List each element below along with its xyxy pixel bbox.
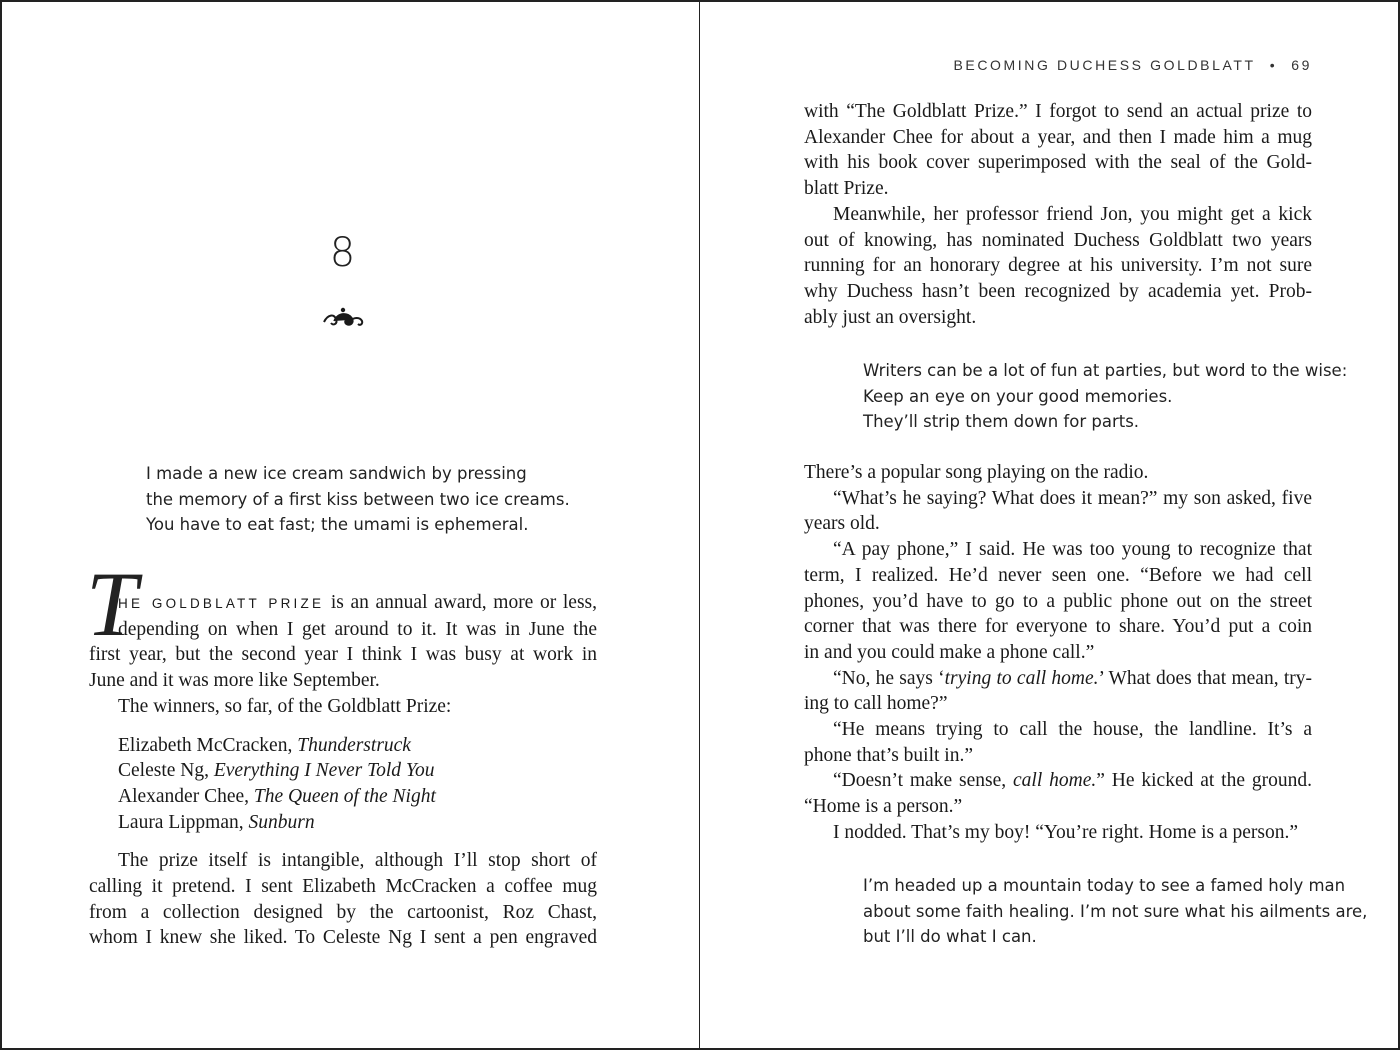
- epigraph-line: but I’ll do what I can.: [863, 927, 1037, 947]
- text-line: phone that’s built in.”: [804, 744, 973, 766]
- text-line: Alexander Chee for about a year, and then I made him a mug: [804, 126, 1312, 148]
- epigraph-line: Keep an eye on your good memories.: [863, 386, 1173, 406]
- epigraph-line: They’ll strip them down for parts.: [863, 412, 1140, 432]
- text-line: I nodded. That’s my boy! “You’re right. Home is a person.”: [833, 821, 1299, 843]
- text-line: “Home is a person.”: [804, 796, 963, 818]
- opening-smallcaps: HE GOLDBLATT PRIZE: [118, 596, 325, 611]
- winner-entry: Elizabeth McCracken, Thunderstruck: [118, 734, 411, 756]
- text-line: The winners, so far, of the Goldblatt Prize:: [118, 695, 452, 717]
- text-line: Meanwhile, her professor friend Jon, you might get a kick: [833, 203, 1312, 225]
- epigraph-line: the memory of a first kiss between two ice creams.: [146, 489, 570, 509]
- text-line: HE GOLDBLATT PRIZE is an annual award, more or less,: [118, 592, 597, 613]
- text-line: “A pay phone,” I said. He was too young to recognize that: [833, 539, 1312, 561]
- winner-entry: Alexander Chee, The Queen of the Night: [118, 785, 436, 807]
- epigraph-line: I made a new ice cream sandwich by pressing: [146, 464, 527, 483]
- epigraph-line: I’m headed up a mountain today to see a famed holy man: [863, 876, 1346, 895]
- text-line: “What’s he saying? What does it mean?” my son asked, five: [833, 487, 1312, 509]
- chapter-epigraph: [146, 461, 570, 538]
- epigraph-line: Writers can be a lot of fun at parties, but word to the wise:: [863, 361, 1348, 380]
- text-line: ing to call home?”: [804, 693, 948, 715]
- text-line: ably just an oversight.: [804, 306, 977, 328]
- text-line: “He means trying to call the house, the landline. It’s a: [833, 719, 1312, 741]
- text-line: in and you could make a phone call.”: [804, 641, 1095, 663]
- text-line: There’s a popular song playing on the radio.: [804, 462, 1149, 483]
- body-text-right-dialogue: [804, 460, 1312, 846]
- text-line: with his book cover superimposed with the seal of the Gold-: [804, 152, 1312, 174]
- text-line: first year, but the second year I think I was busy at work in: [89, 644, 597, 666]
- body-text-right-top: [804, 99, 1312, 330]
- text-line: “No, he says ‘trying to call home.’ What does that mean, try-: [833, 667, 1313, 689]
- text-line: corner that was there for everyone to share. You’d put a coin: [804, 616, 1312, 638]
- running-head-title: BECOMING DUCHESS GOLDBLATT: [953, 57, 1256, 73]
- text-line: depending on when I get around to it. It was in June the: [118, 618, 597, 640]
- text-line: The prize itself is intangible, although I’ll stop short of: [118, 850, 597, 872]
- text-line: calling it pretend. I sent Elizabeth McCracken a coffee mug: [89, 876, 597, 898]
- tweet-epigraph: [863, 873, 1367, 950]
- running-head: [953, 57, 1312, 73]
- body-text-left: [89, 590, 597, 951]
- text-line: from a collection designed by the cartoonist, Roz Chast,: [89, 901, 597, 923]
- text-line: blatt Prize.: [804, 178, 889, 200]
- text-line: why Duchess hasn’t been recognized by academia yet. Prob-: [804, 280, 1312, 302]
- text-line: years old.: [804, 513, 880, 535]
- page-number: 69: [1291, 57, 1312, 73]
- text-line: term, I realized. He’d never seen one. “Before we had cell: [804, 564, 1312, 586]
- winner-entry: Celeste Ng, Everything I Never Told You: [118, 760, 435, 782]
- text-line: “Doesn’t make sense, call home.” He kicked at the ground.: [833, 770, 1312, 792]
- fleuron-ornament-icon: [320, 302, 366, 332]
- winner-entry: Laura Lippman, Sunburn: [118, 811, 315, 833]
- text-line: with “The Goldblatt Prize.” I forgot to send an actual prize to: [804, 101, 1312, 122]
- epigraph-line: about some faith healing. I’m not sure what his ailments are,: [863, 901, 1368, 921]
- tweet-epigraph: [863, 358, 1347, 435]
- right-page: [699, 0, 1400, 1050]
- text-line: running for an honorary degree at his university. I’m not sure: [804, 255, 1312, 277]
- text-line: whom I knew she liked. To Celeste Ng I sent a pen engraved: [89, 927, 597, 949]
- drop-cap: T: [86, 553, 138, 655]
- running-head-separator: •: [1269, 57, 1278, 73]
- chapter-number: 8: [329, 230, 357, 276]
- text-line: out of knowing, has nominated Duchess Goldblatt two years: [804, 229, 1312, 251]
- text-line: phones, you’d have to go to a public phone out on the street: [804, 590, 1312, 612]
- epigraph-line: You have to eat fast; the umami is ephemeral.: [146, 515, 529, 535]
- text-line: June and it was more like September.: [89, 670, 380, 692]
